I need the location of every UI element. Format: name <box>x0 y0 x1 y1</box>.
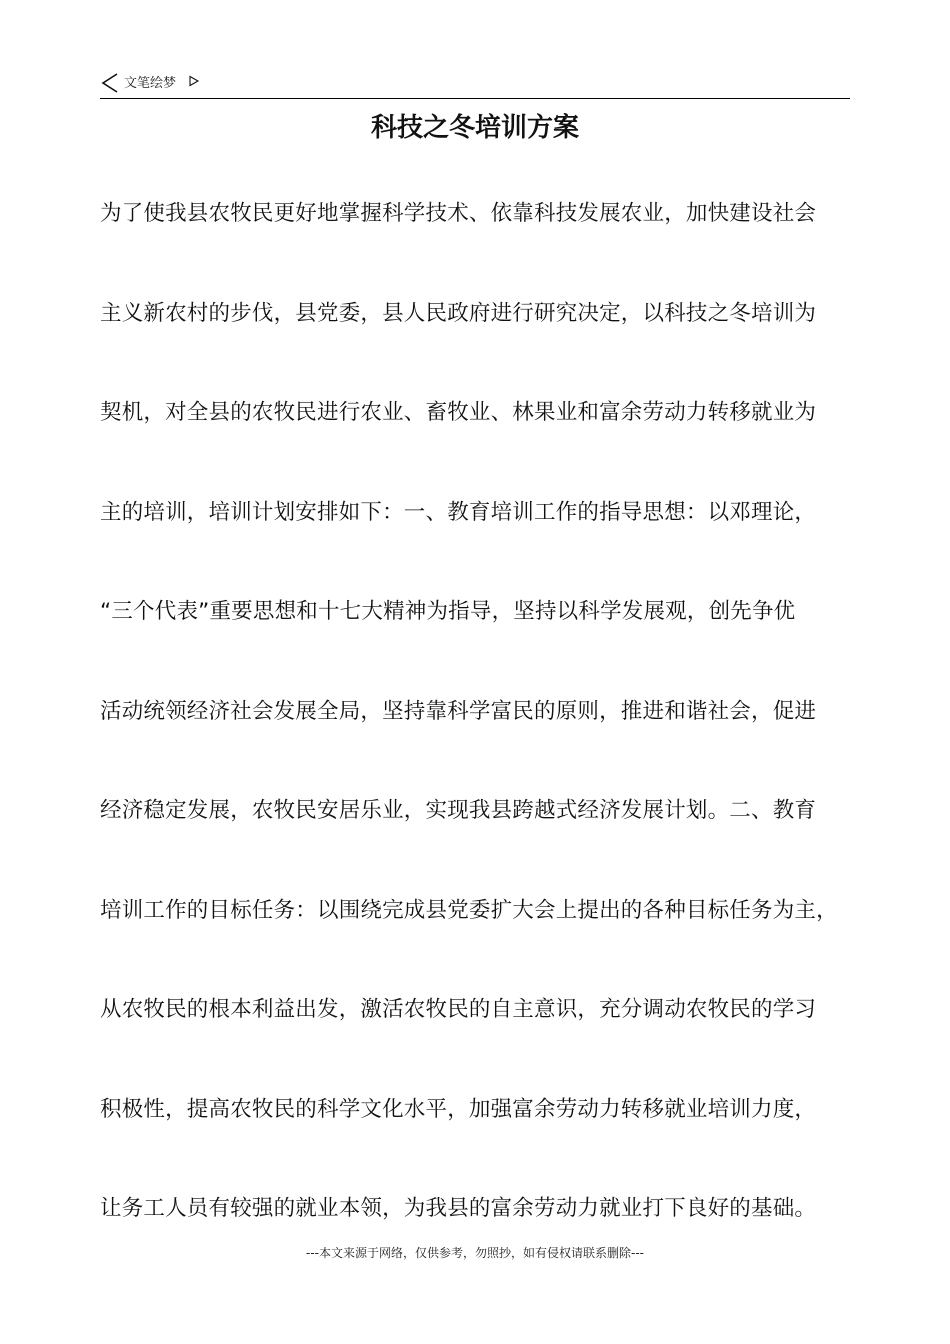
body-line: 契机，对全县的农牧民进行农业、畜牧业、林果业和富余劳动力转移就业为 <box>100 400 817 425</box>
right-triangle-icon <box>188 75 200 87</box>
body-line: 从农牧民的根本利益出发，激活农牧民的自主意识，充分调动农牧民的学习 <box>100 997 817 1022</box>
left-triangle-icon <box>100 72 120 94</box>
page-header <box>100 70 850 99</box>
body-line: 培训工作的目标任务：以围绕完成县党委扩大会上提出的各种目标任务为主， <box>100 898 838 923</box>
document-title: 科技之冬培训方案 <box>370 113 579 143</box>
body-line: 积极性，提高农牧民的科学文化水平，加强富余劳动力转移就业培训力度， <box>100 1097 817 1122</box>
header-title: 文笔绘梦 <box>124 76 177 91</box>
footer-disclaimer: ---本文来源于网络，仅供参考，勿照抄，如有侵权请联系删除--- <box>306 1246 644 1260</box>
body-line: “三个代表”重要思想和十七大精神为指导，坚持以科学发展观，创先争优 <box>100 599 796 624</box>
body-line: 活动统领经济社会发展全局，坚持靠科学富民的原则，推进和谐社会，促进 <box>100 699 817 724</box>
body-line: 让务工人员有较强的就业本领，为我县的富余劳动力就业打下良好的基础。 <box>100 1196 817 1221</box>
body-line: 主的培训，培训计划安排如下：一、教育培训工作的指导思想：以邓理论， <box>100 500 817 525</box>
body-line: 为了使我县农牧民更好地掌握科学技术、依靠科技发展农业，加快建设社会 <box>100 201 817 226</box>
body-line: 主义新农村的步伐，县党委，县人民政府进行研究决定，以科技之冬培训为 <box>100 301 817 326</box>
body-line: 经济稳定发展，农牧民安居乐业，实现我县跨越式经济发展计划。二、教育 <box>100 798 817 823</box>
